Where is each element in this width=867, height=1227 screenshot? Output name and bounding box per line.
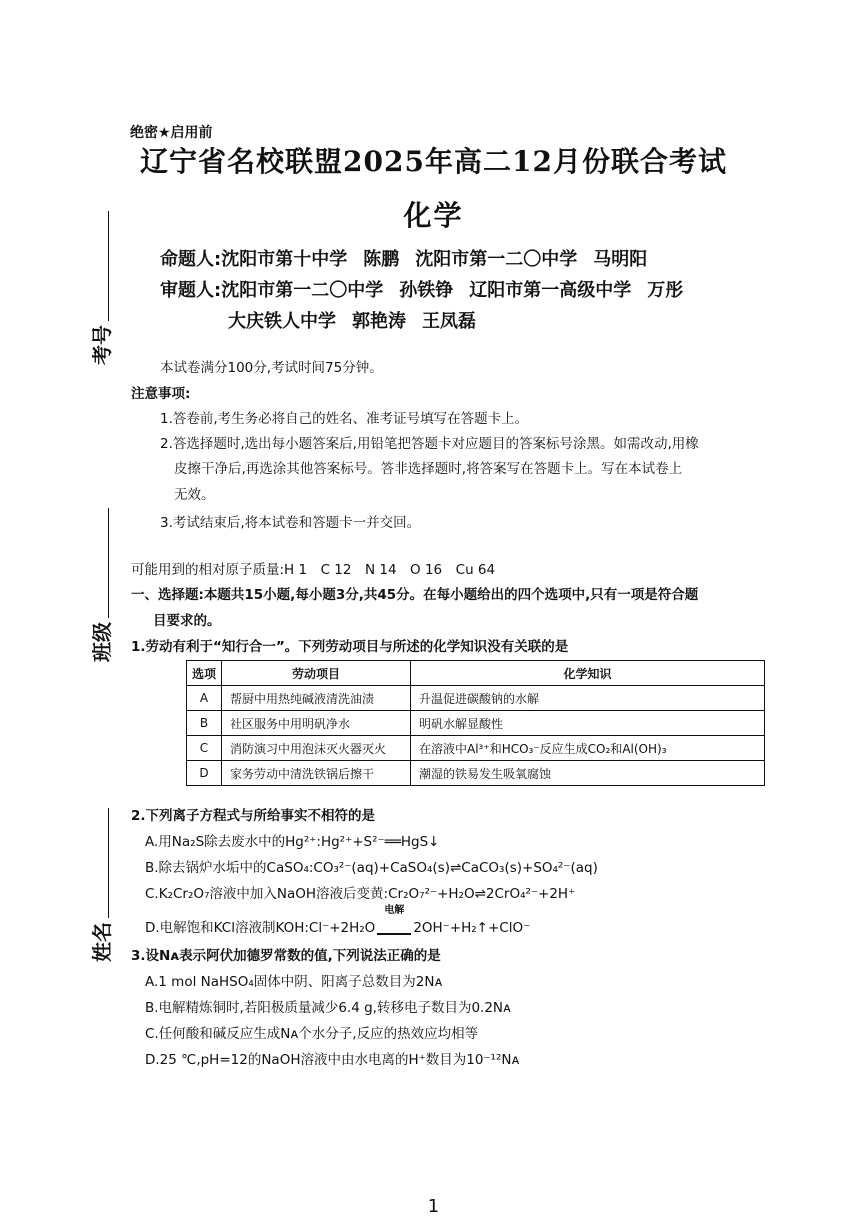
electrolysis-arrow	[377, 905, 411, 935]
setter-school-2: 沈阳市第一二〇中学	[415, 249, 578, 270]
electrolysis-condition: 电解	[384, 905, 405, 916]
note-2-line-3: 无效。	[174, 487, 215, 503]
question-3-option-b: B.电解精炼铜时,若阳极质量减少6.4 g,转移电子数目为0.2Nᴀ	[145, 1000, 512, 1016]
atomic-masses: 可能用到的相对原子质量:H 1 C 12 N 14 O 16 Cu 64	[131, 562, 496, 578]
option-d-right: 2OH⁻+H₂↑+ClO⁻	[413, 920, 531, 936]
name-blank	[94, 808, 109, 918]
table-row	[187, 686, 765, 711]
reviewer-school-3: 大庆铁人中学	[228, 311, 336, 332]
class-blank	[94, 508, 109, 618]
option-cell: D	[187, 761, 222, 786]
note-1: 1.答卷前,考生务必将自己的姓名、准考证号填写在答题卡上。	[160, 411, 529, 427]
reviewer-school-2: 辽阳市第一高级中学	[469, 280, 632, 301]
name-label: 姓名	[90, 922, 114, 962]
header-option: 选项	[187, 661, 222, 686]
knowledge-cell: 在溶液中Al³⁺和HCO₃⁻反应生成CO₂和Al(OH)₃	[411, 736, 765, 761]
reviewers-label: 审题人:	[160, 280, 222, 301]
option-d-left: D.电解饱和KCl溶液制KOH:Cl⁻+2H₂O	[145, 920, 376, 936]
question-1-table	[186, 660, 765, 786]
reviewer-school-1: 沈阳市第一二〇中学	[221, 280, 384, 301]
knowledge-cell: 潮湿的铁易发生吸氧腐蚀	[411, 761, 765, 786]
reviewers-line-1	[160, 276, 683, 302]
section-1-line-1: 一、选择题:本题共15小题,每小题3分,共45分。在每小题给出的四个选项中,只有一项是符合题	[131, 587, 699, 603]
table-row	[187, 761, 765, 786]
table-row	[187, 736, 765, 761]
section-1-line-2: 目要求的。	[153, 613, 221, 629]
labor-cell: 帮厨中用热纯碱液清洗油渍	[222, 686, 411, 711]
note-3: 3.考试结束后,将本试卷和答题卡一并交回。	[160, 515, 421, 531]
table-row	[187, 711, 765, 736]
setter-name-2: 马明阳	[593, 249, 648, 270]
setters-line	[160, 245, 647, 271]
note-2-line-1: 2.答选择题时,选出每小题答案后,用铅笔把答题卡对应题目的答案标号涂黑。如需改动,用橡	[160, 436, 699, 452]
question-3-stem: 3.设Nᴀ表示阿伏加德罗常数的值,下列说法正确的是	[131, 948, 441, 964]
question-1-stem: 1.劳动有利于“知行合一”。下列劳动项目与所述的化学知识没有关联的是	[131, 639, 569, 655]
intro-text: 本试卷满分100分,考试时间75分钟。	[160, 360, 383, 376]
question-2-option-c: C.K₂Cr₂O₇溶液中加入NaOH溶液后变黄:Cr₂O₇²⁻+H₂O⇌2CrO₄²⁻+2H⁺	[145, 886, 576, 902]
question-3-option-d: D.25 ℃,pH=12的NaOH溶液中由水电离的H⁺数目为10⁻¹²Nᴀ	[145, 1052, 520, 1068]
knowledge-cell: 升温促进碳酸钠的水解	[411, 686, 765, 711]
labor-cell: 社区服务中用明矾净水	[222, 711, 411, 736]
question-3-option-a: A.1 mol NaHSO₄固体中阴、阳离子总数目为2Nᴀ	[145, 974, 443, 990]
reviewer-name-2: 万彤	[647, 280, 684, 301]
exam-title: 辽宁省名校联盟2025年高二12月份联合考试	[140, 145, 727, 178]
notes-title: 注意事项:	[131, 386, 191, 402]
exam-subject: 化学	[403, 199, 464, 232]
reviewers-line-2	[228, 307, 476, 333]
option-cell: C	[187, 736, 222, 761]
reviewer-name-3: 郭艳涛	[352, 311, 406, 332]
table-header-row	[187, 661, 765, 686]
exam-number-field	[86, 211, 115, 365]
class-field	[86, 508, 115, 662]
setter-school-1: 沈阳市第十中学	[221, 249, 348, 270]
header-knowledge: 化学知识	[411, 661, 765, 686]
knowledge-cell: 明矾水解显酸性	[411, 711, 765, 736]
question-2-option-d	[145, 905, 531, 936]
question-2-stem: 2.下列离子方程式与所给事实不相符的是	[131, 808, 376, 824]
labor-cell: 消防演习中用泡沫灭火器灭火	[222, 736, 411, 761]
option-cell: A	[187, 686, 222, 711]
name-field	[86, 808, 115, 962]
page-number: 1	[427, 1196, 440, 1217]
exam-number-label: 考号	[90, 325, 114, 365]
reviewer-name-1: 孙铁铮	[399, 280, 454, 301]
class-label: 班级	[90, 622, 114, 662]
setters-label: 命题人:	[160, 249, 222, 270]
exam-number-blank	[94, 211, 109, 321]
setter-name-1: 陈鹏	[363, 249, 400, 270]
secret-mark: 绝密★启用前	[130, 125, 213, 141]
note-2-line-2: 皮擦干净后,再选涂其他答案标号。答非选择题时,将答案写在答题卡上。写在本试卷上	[174, 461, 683, 477]
question-2-option-b: B.除去锅炉水垢中的CaSO₄:CO₃²⁻(aq)+CaSO₄(s)⇌CaCO₃(s)+SO₄²⁻(aq)	[145, 860, 598, 876]
reviewer-name-4: 王凤磊	[422, 311, 476, 332]
header-labor: 劳动项目	[222, 661, 411, 686]
question-3-option-c: C.任何酸和碱反应生成Nᴀ个水分子,反应的热效应均相等	[145, 1026, 479, 1042]
question-2-option-a: A.用Na₂S除去废水中的Hg²⁺:Hg²⁺+S²⁻══HgS↓	[145, 834, 440, 850]
labor-cell: 家务劳动中清洗铁锅后擦干	[222, 761, 411, 786]
option-cell: B	[187, 711, 222, 736]
